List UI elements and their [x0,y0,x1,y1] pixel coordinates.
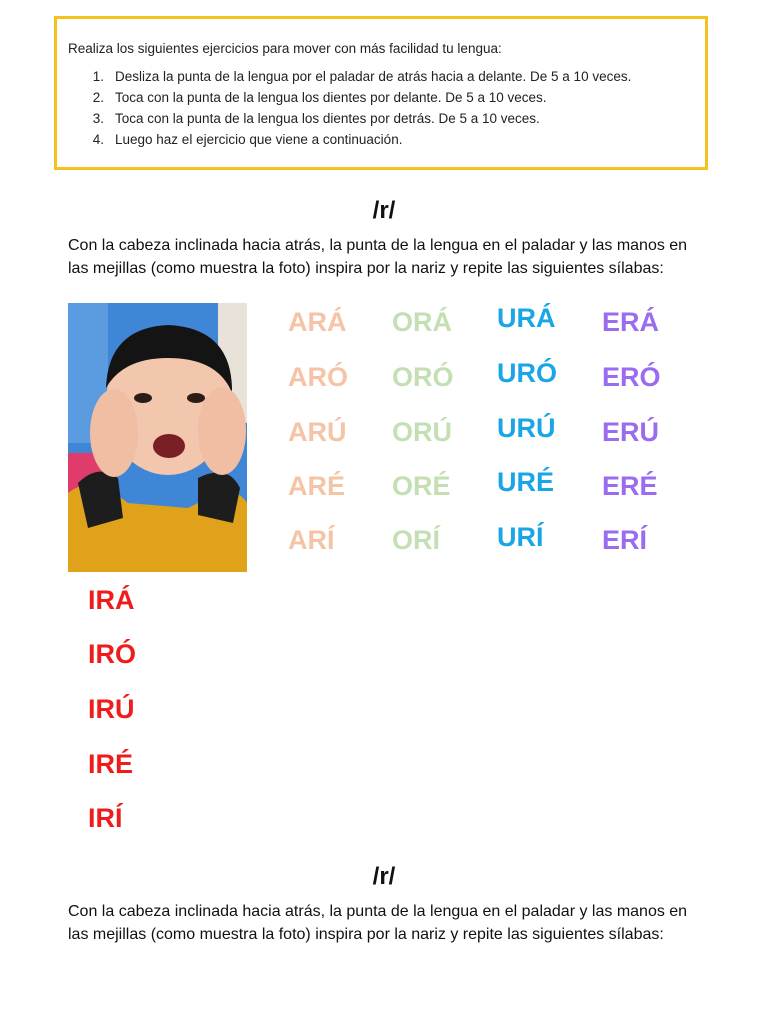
syllable-iru: IRÚ [88,694,135,724]
syllable-ore: ORÉ [392,471,451,501]
syllable-eri: ERÍ [602,525,648,555]
syllable-ara: ARÁ [288,307,347,337]
instructions-intro: Realiza los siguientes ejercicios para mover con más facilidad tu lengua: [68,41,502,56]
step-text: Toca con la punta de la lengua los dientes por delante. De 5 a 10 veces. [115,90,547,105]
syllable-ura: URÁ [497,303,556,333]
syllable-uri: URÍ [497,522,544,552]
section-paragraph: Con la cabeza inclinada hacia atrás, la punta de la lengua en el paladar y las manos en las mejillas (como muestra la foto) inspira por la nariz y repite las siguientes sílabas: [68,237,688,277]
section-title: /r/ [372,863,396,890]
child-photo [68,303,247,572]
syllable-ora: ORÁ [392,307,452,337]
syllable-aro: ARÓ [288,362,348,392]
step-number: 1. [92,69,104,84]
syllable-ure: URÉ [497,467,555,497]
step-number: 3. [92,111,104,126]
section-paragraph: Con la cabeza inclinada hacia atrás, la punta de la lengua en el paladar y las manos en las mejillas (como muestra la foto) inspira por la nariz y repite las siguientes sílabas: [68,903,688,943]
instruction-step [68,129,631,150]
syllable-era: ERÁ [602,307,660,337]
step-number: 4. [92,132,104,147]
instruction-step [68,66,631,87]
syllable-ari: ARÍ [288,525,335,555]
syllable-ero: ERÓ [602,362,661,392]
step-text: Toca con la punta de la lengua los dientes por detrás. De 5 a 10 veces. [115,111,540,126]
syllable-oru: ORÚ [392,417,452,447]
syllable-eru: ERÚ [602,417,660,447]
syllable-ire: IRÉ [88,749,134,779]
syllable-aru: ARÚ [288,417,347,447]
step-text: Luego haz el ejercicio que viene a continuación. [115,132,403,147]
syllable-ira: IRÁ [88,585,135,615]
instruction-step [68,108,631,129]
syllable-oro: ORÓ [392,362,454,392]
syllable-ere: ERÉ [602,471,658,501]
syllable-uru: URÚ [497,413,556,443]
step-text: Desliza la punta de la lengua por el paladar de atrás hacia a delante. De 5 a 10 veces. [115,69,632,84]
instructions-list [68,66,631,150]
syllable-uro: URÓ [497,358,557,388]
child-photo-illustration [68,303,247,572]
instruction-step [68,87,631,108]
section-title: /r/ [372,197,396,224]
step-number: 2. [92,90,104,105]
syllable-iri: IRÍ [88,803,123,833]
syllable-are: ARÉ [288,471,346,501]
instructions-box [54,16,708,170]
syllable-ori: ORÍ [392,525,441,555]
syllable-iro: IRÓ [88,639,137,669]
